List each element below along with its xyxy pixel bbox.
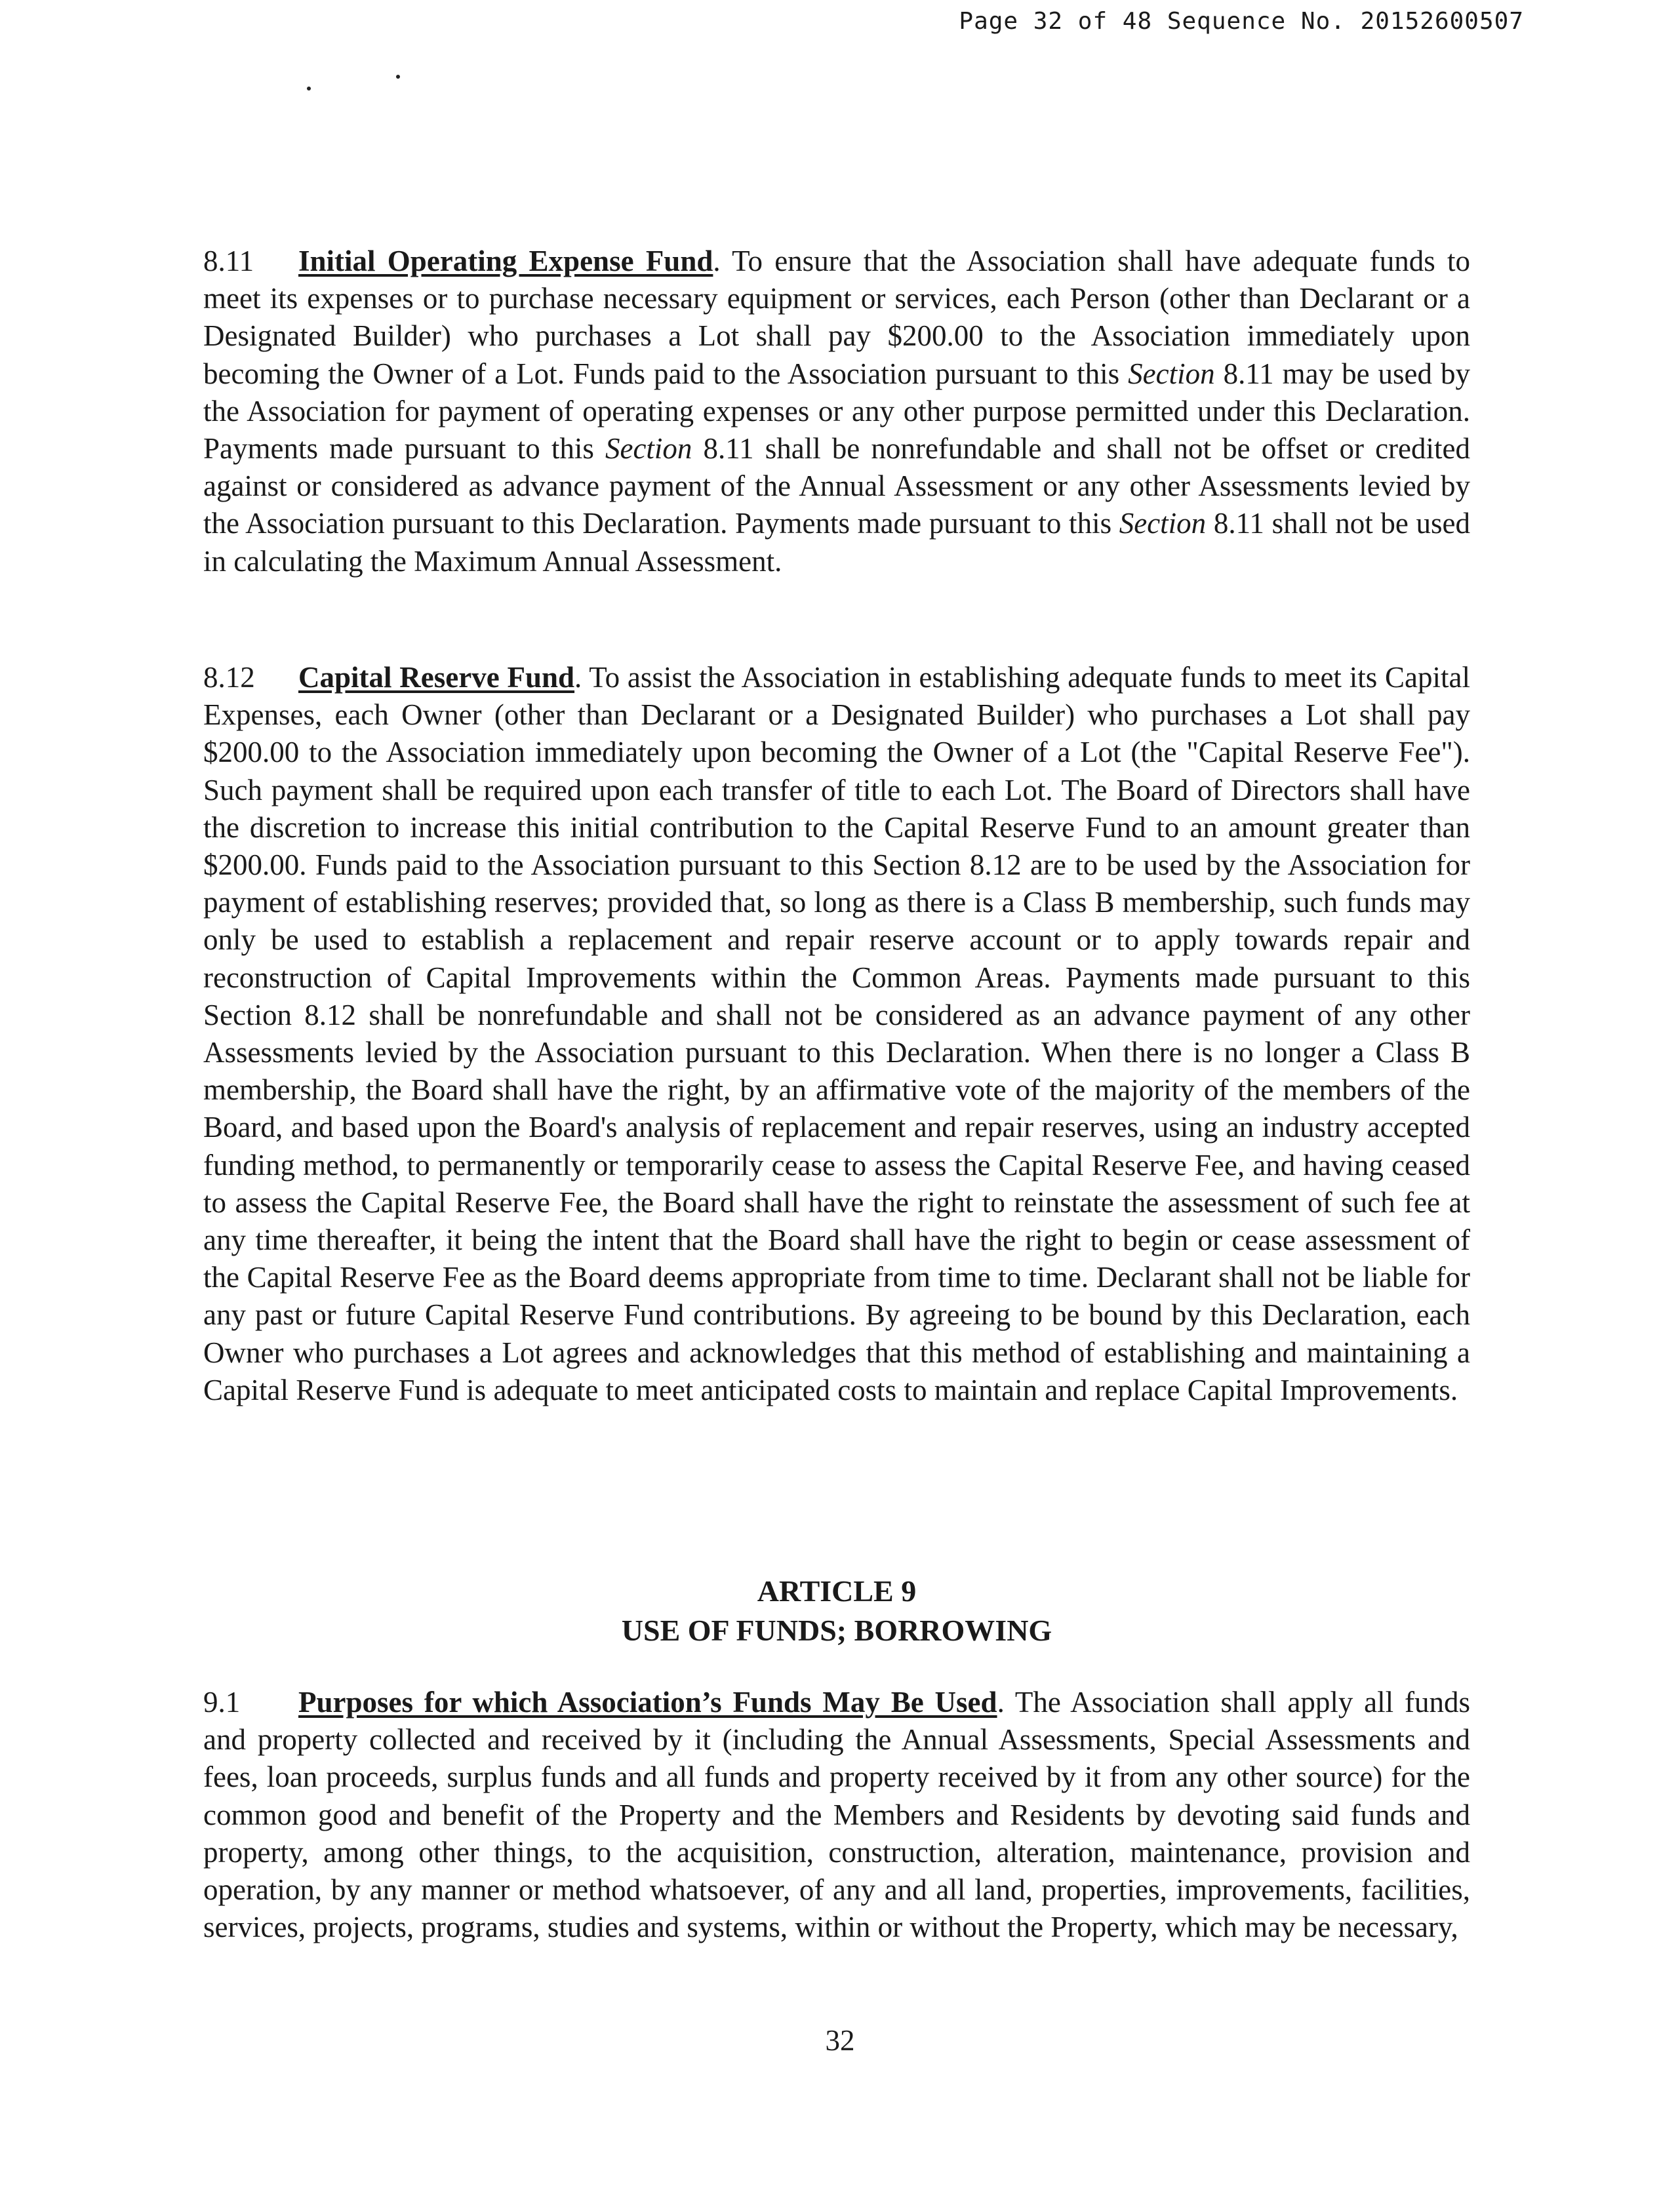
page-sequence-stamp: Page 32 of 48 Sequence No. 20152600507 (959, 8, 1524, 35)
section-heading: Purposes for which Association’s Funds May Be Used (298, 1686, 997, 1719)
section-text: . To ensure that the Association shall have adequate funds to meet its expenses or to purchase necessary equipment or services, each Person (other than Declarant or a Designated Builder) who purchases a Lot shall pay $200.00 to the Association immediately upon becoming the Owner of a Lot. Funds paid to the Association pursuant to this (203, 245, 1470, 390)
section-9-1 (203, 1684, 1470, 1946)
section-8-11-paragraph (203, 243, 1470, 580)
section-ref-word: Section (1119, 507, 1207, 540)
section-number: 8.12 (203, 661, 255, 694)
scan-specks (307, 71, 405, 97)
section-text: . To assist the Association in establishing adequate funds to meet its Capital Expenses, each Owner (other than Declarant or a Designated Builder) who purchases a Lot shall pay $200.00 to the Association immediately upon becoming the Owner of a Lot (the "Capital Reserve Fee"). Such payment shall be required upon each transfer of title to each Lot. The Board of Directors shall have the discretion to increase this initial contribution to the Capital Reserve Fund to an amount greater than $200.00. Funds paid to the Association pursuant to this Section 8.12 are to be used by the Association for payment of establishing reserves; provided that, so long as there is a Class B membership, such funds may only be used to establish a replacement and repair reserve account or to apply towards repair and reconstruction of Capital Improvements within the Common Areas. Payments made pursuant to this Section 8.12 shall be nonrefundable and shall not be considered as an advance payment of any other Assessments levied by the Association pursuant to this Declaration. When there is no longer a Class B membership, the Board shall have the right, by an affirmative vote of the majority of the members of the Board, and based upon the Board's analysis of replacement and repair reserves, using an industry accepted funding method, to permanently or temporarily cease to assess the Capital Reserve Fee, and having ceased to assess the Capital Reserve Fee, the Board shall have the right to reinstate the assessment of such fee at any time thereafter, it being the intent that the Board shall have the right to begin or cease assessment of the Capital Reserve Fee as the Board deems appropriate from time to time. Declarant shall not be liable for any past or future Capital Reserve Fund contributions. By agreeing to be bound by this Declaration, each Owner who purchases a Lot agrees and acknowledges that this method of establishing and maintaining a Capital Reserve Fund is adequate to meet anticipated costs to maintain and replace Capital Improvements. (203, 661, 1470, 1406)
article-9-heading (203, 1572, 1470, 1650)
section-ref-word: Section (1128, 357, 1215, 390)
section-8-12 (203, 659, 1470, 1409)
section-8-11 (203, 243, 1470, 580)
section-9-1-paragraph (203, 1684, 1470, 1946)
section-heading: Capital Reserve Fund (298, 661, 575, 694)
section-text: . The Association shall apply all funds and property collected and received by it (including the Annual Assessments, Special Assessments and fees, loan proceeds, surplus funds and all funds and property received by it from any other source) for the common good and benefit of the Property and the Members and Residents by devoting said funds and property, among other things, to the acquisition, construction, alteration, maintenance, provision and operation, by any manner or method whatsoever, of any and all land, properties, improvements, facilities, services, projects, programs, studies and systems, within or without the Property, which may be necessary, (203, 1686, 1471, 1944)
page-number: 32 (825, 2024, 855, 2057)
scan-speck (396, 75, 400, 79)
article-subtitle: USE OF FUNDS; BORROWING (621, 1614, 1052, 1647)
section-text: 8.11 may be used by the Association for payment of operating expenses or any other purpose permitted under this Declaration. Payments made pursuant to this (203, 357, 1470, 466)
article-title: ARTICLE 9 (757, 1574, 917, 1608)
section-8-12-paragraph (203, 659, 1470, 1409)
section-text: 8.11 shall not be used in calculating the Maximum Annual Assessment. (203, 507, 1470, 578)
section-number: 9.1 (203, 1686, 241, 1719)
scan-speck (307, 87, 311, 90)
section-text: 8.11 shall be nonrefundable and shall not be offset or credited against or considered as advance payment of the Annual Assessment or any other Assessments levied by the Association pursuant to this Declaration. Payments made pursuant to this (203, 432, 1470, 540)
section-number: 8.11 (203, 245, 254, 277)
section-heading: Initial Operating Expense Fund (298, 245, 713, 277)
section-ref-word: Section (605, 432, 692, 466)
